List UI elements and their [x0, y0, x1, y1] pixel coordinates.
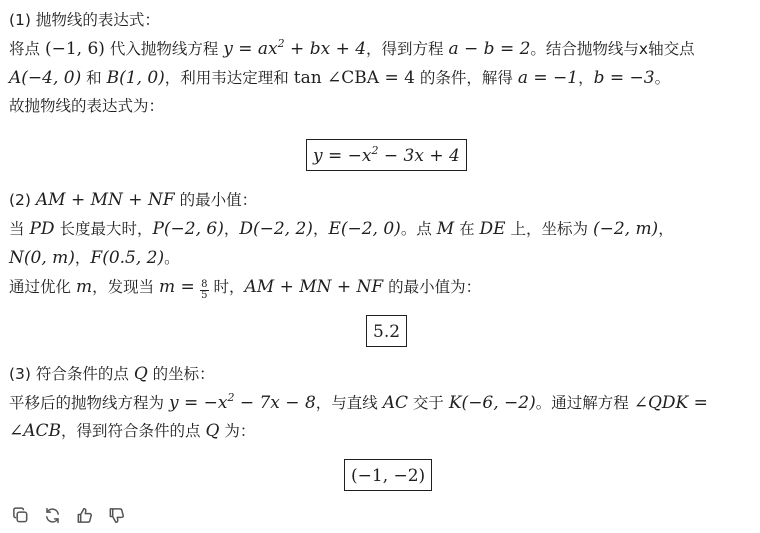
thumbs-down-button[interactable] [105, 504, 127, 526]
copy-button[interactable] [9, 504, 31, 526]
copy-icon [11, 506, 30, 525]
part2-line2: N(0, m)，F(0.5, 2)。 [9, 248, 180, 268]
message-actions [9, 504, 127, 526]
refresh-icon [43, 506, 62, 525]
part2-line1: 当 PD 长度最大时，P(−2, 6)，D(−2, 2)，E(−2, 0)。点 M 在 DE 上，坐标为 (−2, m)， [9, 219, 674, 239]
part1-heading: (1) 抛物线的表达式： [9, 11, 160, 29]
thumbs-up-button[interactable] [73, 504, 95, 526]
part2-line3: 通过优化 m，发现当 m = $\frac{8}{5}$ 时，AM + MN + NF 的最小值为： [9, 277, 482, 301]
part1-answer-box: $y = -x^2 - 3x + 4$ [306, 139, 467, 171]
part1-line3: 故抛物线的表达式为： [9, 97, 165, 115]
part3-line2: ∠ACB，得到符合条件的点 Q 为： [9, 421, 256, 441]
thumbs-up-icon [75, 506, 94, 525]
part3-line1: 平移后的抛物线方程为 $y = -x^2 - 7x - 8$，与直线 AC 交于 K(−6, −2)。通过解方程 ∠QDK = [9, 391, 708, 413]
part2-heading: (2) AM + MN + NF 的最小值： [9, 190, 258, 210]
part3-answer-box: (−1, −2) [344, 459, 432, 491]
regenerate-button[interactable] [41, 504, 63, 526]
part3-heading: (3) 符合条件的点 Q 的坐标： [9, 364, 215, 384]
part2-answer-box: 5.2 [366, 315, 407, 347]
part1-line2: A(−4, 0) 和 B(1, 0)，利用韦达定理和 tan ∠CBA = 4 的条件，解得 a = −1，b = −3。 [9, 68, 671, 88]
part1-line1: 将点 (−1, 6) 代入抛物线方程 $y = ax^2$ + bx + 4，得到方程 a − b = 2。结合抛物线与x轴交点 [9, 37, 695, 59]
fraction: $\frac{8}{5}$ [201, 279, 208, 301]
thumbs-down-icon [107, 506, 126, 525]
